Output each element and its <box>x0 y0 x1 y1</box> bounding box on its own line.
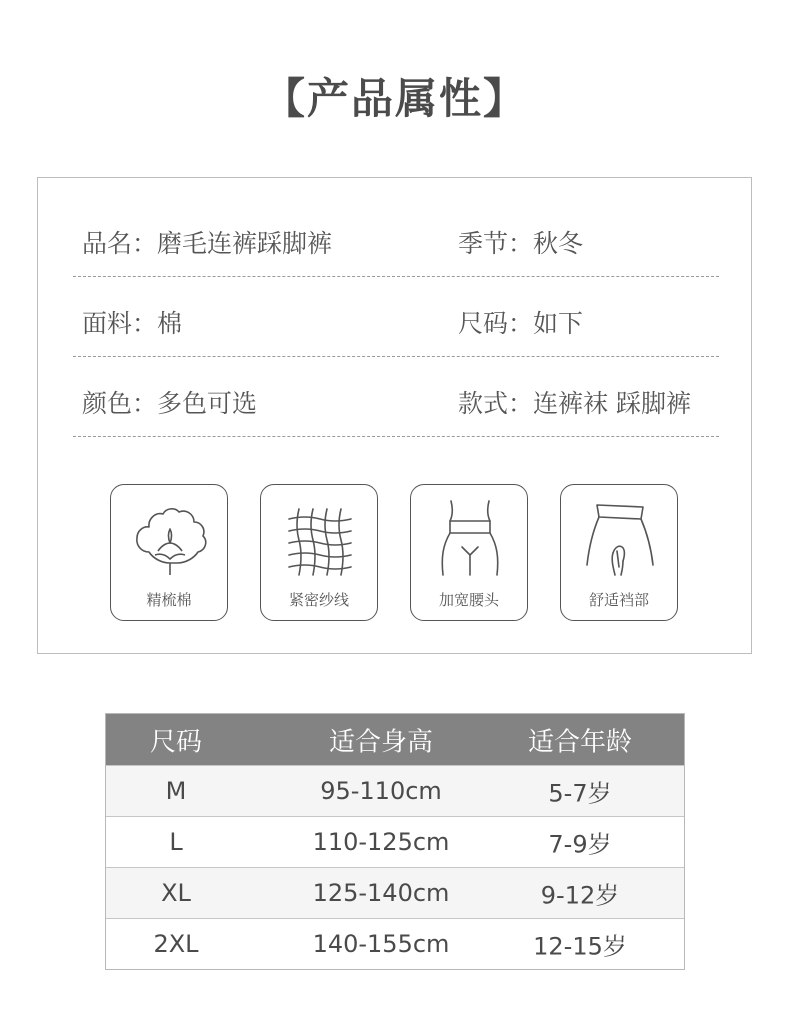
cotton-flower-icon <box>125 495 215 585</box>
height-cell: 140-155cm <box>312 930 450 958</box>
attribute-style: 款式：连裤袜 踩脚裤 <box>458 389 691 418</box>
attribute-size: 尺码：如下 <box>458 309 584 338</box>
feature-card-waistband <box>410 484 528 621</box>
table-row <box>106 918 684 969</box>
table-row <box>106 816 684 867</box>
size-cell: M <box>165 777 187 805</box>
column-header-age: 适合年龄 <box>527 727 633 757</box>
feature-label: 舒适裆部 <box>588 591 649 609</box>
height-cell: 110-125cm <box>312 828 450 856</box>
feature-label: 精梳棉 <box>146 591 192 609</box>
attribute-color: 颜色：多色可选 <box>82 389 258 418</box>
page-title: 【产品属性】 <box>262 74 527 123</box>
column-header-height: 适合身高 <box>328 727 434 757</box>
size-cell: 2XL <box>153 930 199 958</box>
attributes-panel <box>37 177 752 654</box>
size-cell: L <box>169 828 183 856</box>
attribute-season: 季节：秋冬 <box>458 229 584 258</box>
attribute-name: 品名：磨毛连裤踩脚裤 <box>82 229 333 258</box>
table-row <box>106 867 684 918</box>
attribute-row <box>73 196 719 277</box>
height-cell: 95-110cm <box>320 777 442 805</box>
feature-card-yarn <box>260 484 378 621</box>
crotch-icon <box>575 495 665 585</box>
yarn-grid-icon <box>275 495 365 585</box>
attribute-row <box>73 276 719 357</box>
attribute-row <box>73 356 719 437</box>
feature-label: 加宽腰头 <box>438 591 499 609</box>
age-cell: 7-9岁 <box>548 830 612 859</box>
feature-label: 紧密纱线 <box>288 591 349 609</box>
size-cell: XL <box>161 879 191 907</box>
feature-card-cotton <box>110 484 228 621</box>
waistband-icon <box>425 495 515 585</box>
table-row <box>106 765 684 816</box>
age-cell: 12-15岁 <box>533 932 627 961</box>
size-table-header <box>106 714 684 765</box>
age-cell: 9-12岁 <box>540 881 620 910</box>
feature-card-crotch <box>560 484 678 621</box>
size-table <box>105 713 685 970</box>
column-header-size: 尺码 <box>149 727 203 757</box>
age-cell: 5-7岁 <box>548 779 612 808</box>
height-cell: 125-140cm <box>312 879 450 907</box>
attribute-fabric: 面料：棉 <box>82 309 183 338</box>
